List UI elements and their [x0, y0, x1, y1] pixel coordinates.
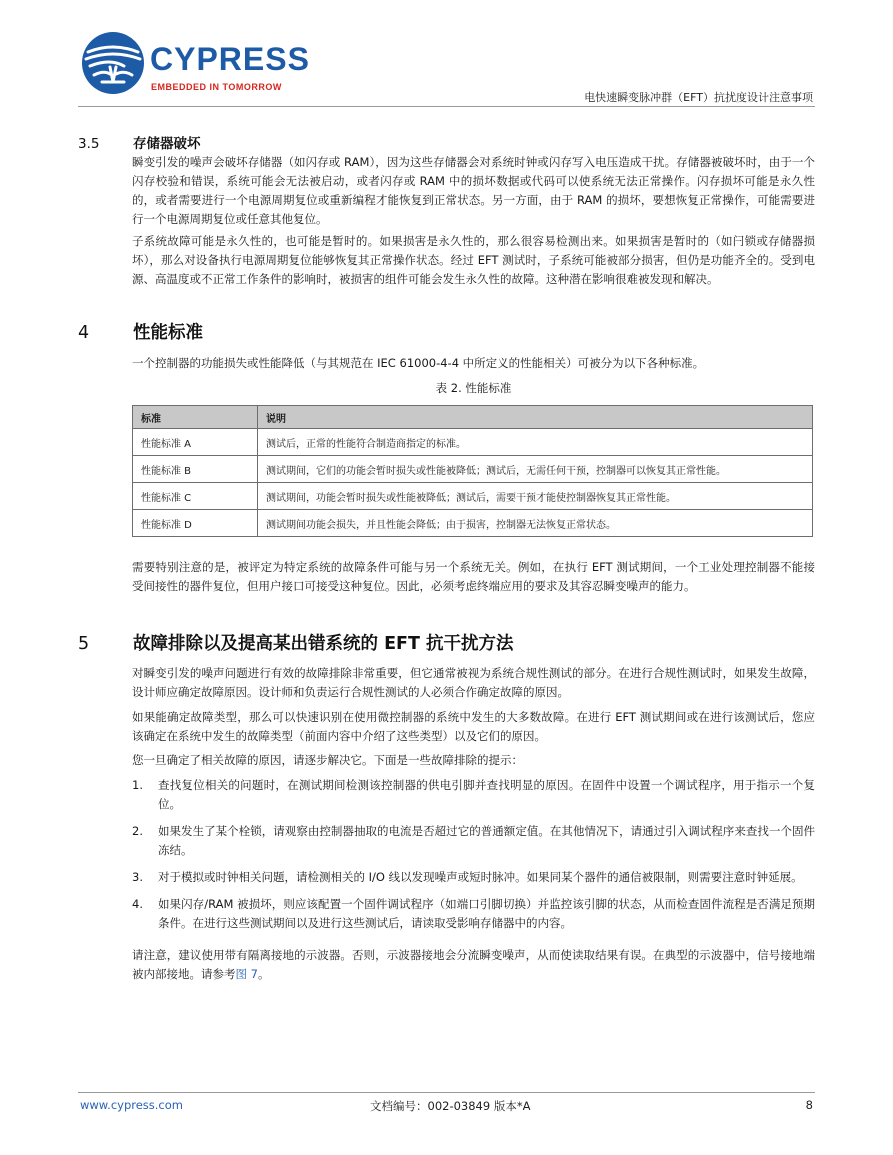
- column-header: 标准: [133, 406, 258, 429]
- section-4-heading: [78, 319, 203, 344]
- list-item: [132, 868, 815, 887]
- list-number: 2.: [132, 824, 143, 838]
- table-cell: 测试后，正常的性能符合制造商指定的标准。: [258, 429, 813, 456]
- table-row: [133, 483, 813, 510]
- list-number: 1.: [132, 778, 143, 792]
- section-title: 性能标准: [133, 323, 203, 343]
- paragraph: 对瞬变引发的噪声问题进行有效的故障排除非常重要，但它通常被视为系统合规性测试的部分。在进行合规性测试时，如果发生故障，设计师应确定故障原因。设计师和负责运行合规性测试的人必须合作确定故障的原因。: [132, 666, 815, 699]
- table-cell: 性能标准 B: [133, 456, 258, 483]
- section-number: 3.5: [78, 136, 100, 152]
- paragraph: 一个控制器的功能损失或性能降低（与其规范在 IEC 61000-4-4 中所定义的性能相关）可被分为以下各种标准。: [132, 356, 705, 370]
- section-3-5-heading: [78, 132, 201, 152]
- footer-divider: [78, 1092, 815, 1093]
- page-number: 8: [805, 1098, 813, 1112]
- paragraph: 瞬变引发的噪声会破坏存储器（如闪存或 RAM），因为这些存储器会对系统时钟或闪存写入电压造成干扰。存储器被破坏时，由于一个闪存校验和错误，系统可能会无法被启动，或者闪存或 RAM 中的损坏数据或代码可以使系统无法正常操作。闪存损坏可能是永久性的，或者需要进行一个电源周期复位或重新编程才能恢复到正常状态。另一方面，由于 RAM 的损坏，要想恢复正常操作，可能需要进行一个电源周期复位或任意其他复位。: [132, 155, 815, 226]
- table-row: [133, 456, 813, 483]
- paragraph: 需要特别注意的是，被评定为特定系统的故障条件可能与另一个系统无关。例如，在执行 EFT 测试期间，一个工业处理控制器不能接受间接性的器件复位，但用户接口可接受这种复位。因此，必须考虑终端应用的要求及其容忍瞬变噪声的能力。: [132, 560, 815, 593]
- table-cell: 测试期间，它们的功能会暂时损失或性能被降低；测试后，无需任何干预，控制器可以恢复其正常性能。: [258, 456, 813, 483]
- figure-7-link[interactable]: 图 7: [235, 967, 258, 981]
- closing-text: 请注意，建议使用带有隔离接地的示波器。否则，示波器接地会分流瞬变噪声，从而使读取结果有误。在典型的示波器中，信号接地端被内部接地。请参考: [132, 948, 815, 981]
- column-header: 说明: [258, 406, 813, 429]
- paragraph: 子系统故障可能是永久性的，也可能是暂时的。如果损害是永久性的，那么很容易检测出来。如果损害是暂时的（如闩锁或存储器损坏），那么对设备执行电源周期复位能够恢复其正常操作状态。经过 EFT 测试时，子系统可能被部分损害，但仍是功能齐全的。受到电源、高温度或不正常工作条件的影响时，被损害的组件可能会发生永久性的故障。这种潜在影响很难被发现和解决。: [132, 234, 815, 286]
- list-text: 如果发生了某个栓锁，请观察由控制器抽取的电流是否超过它的普通额定值。在其他情况下，请通过引入调试程序来查找一个固件冻结。: [158, 824, 815, 857]
- list-item: [132, 895, 815, 933]
- svg-text:EMBEDDED IN TOMORROW: EMBEDDED IN TOMORROW: [151, 82, 282, 92]
- cypress-logo: [80, 30, 310, 96]
- website-link[interactable]: www.cypress.com: [80, 1098, 183, 1112]
- section-number: 5: [78, 634, 90, 654]
- table-header-row: [133, 406, 813, 429]
- list-number: 4.: [132, 897, 143, 911]
- table-cell: 测试期间功能会损失，并且性能会降低；由于损害，控制器无法恢复正常状态。: [258, 510, 813, 537]
- table-cell: 性能标准 D: [133, 510, 258, 537]
- troubleshooting-list: [132, 776, 815, 941]
- list-item: [132, 776, 815, 814]
- section-title: 故障排除以及提高某出错系统的 EFT 抗干扰方法: [133, 634, 514, 654]
- closing-end: 。: [257, 967, 270, 981]
- section-title: 存储器破坏: [133, 136, 201, 152]
- list-item: [132, 822, 815, 860]
- closing-paragraph: [132, 946, 815, 984]
- section-number: 4: [78, 323, 90, 343]
- table-row: [133, 510, 813, 537]
- table-cell: 性能标准 C: [133, 483, 258, 510]
- header-divider: [78, 106, 815, 107]
- table-cell: 性能标准 A: [133, 429, 258, 456]
- document-title: 电快速瞬变脉冲群（EFT）抗扰度设计注意事项: [584, 91, 813, 104]
- table-cell: 测试期间，功能会暂时损失或性能被降低；测试后，需要干预才能使控制器恢复其正常性能。: [258, 483, 813, 510]
- list-number: 3.: [132, 870, 143, 884]
- paragraph: 如果能确定故障类型，那么可以快速识别在使用微控制器的系统中发生的大多数故障。在进行 EFT 测试期间或在进行该测试后，您应该确定在系统中发生的故障类型（前面内容中介绍了这些类型）以及它们的原因。: [132, 710, 815, 743]
- svg-text:CYPRESS: CYPRESS: [150, 41, 310, 77]
- document-number: 文档编号：002-03849 版本*A: [370, 1099, 531, 1113]
- table-caption: 表 2. 性能标准: [435, 381, 512, 395]
- paragraph: 您一旦确定了相关故障的原因，请逐步解决它。下面是一些故障排除的提示：: [132, 753, 523, 767]
- cypress-tree-icon: [80, 30, 310, 96]
- section-5-heading: [78, 630, 514, 655]
- list-text: 对于模拟或时钟相关问题，请检测相关的 I/O 线以发现噪声或短时脉冲。如果同某个器件的通信被限制，则需要注意时钟延展。: [158, 870, 803, 884]
- list-text: 如果闪存/RAM 被损坏，则应该配置一个固件调试程序（如端口引脚切换）并监控该引脚的状态，从而检查固件流程是否满足预期条件。在进行这些测试期间以及进行这些测试后，请读取受影响存储器中的内容。: [158, 897, 815, 930]
- table-row: [133, 429, 813, 456]
- performance-criteria-table: [132, 405, 813, 537]
- list-text: 查找复位相关的问题时，在测试期间检测该控制器的供电引脚并查找明显的原因。在固件中设置一个调试程序，用于指示一个复位。: [158, 778, 815, 811]
